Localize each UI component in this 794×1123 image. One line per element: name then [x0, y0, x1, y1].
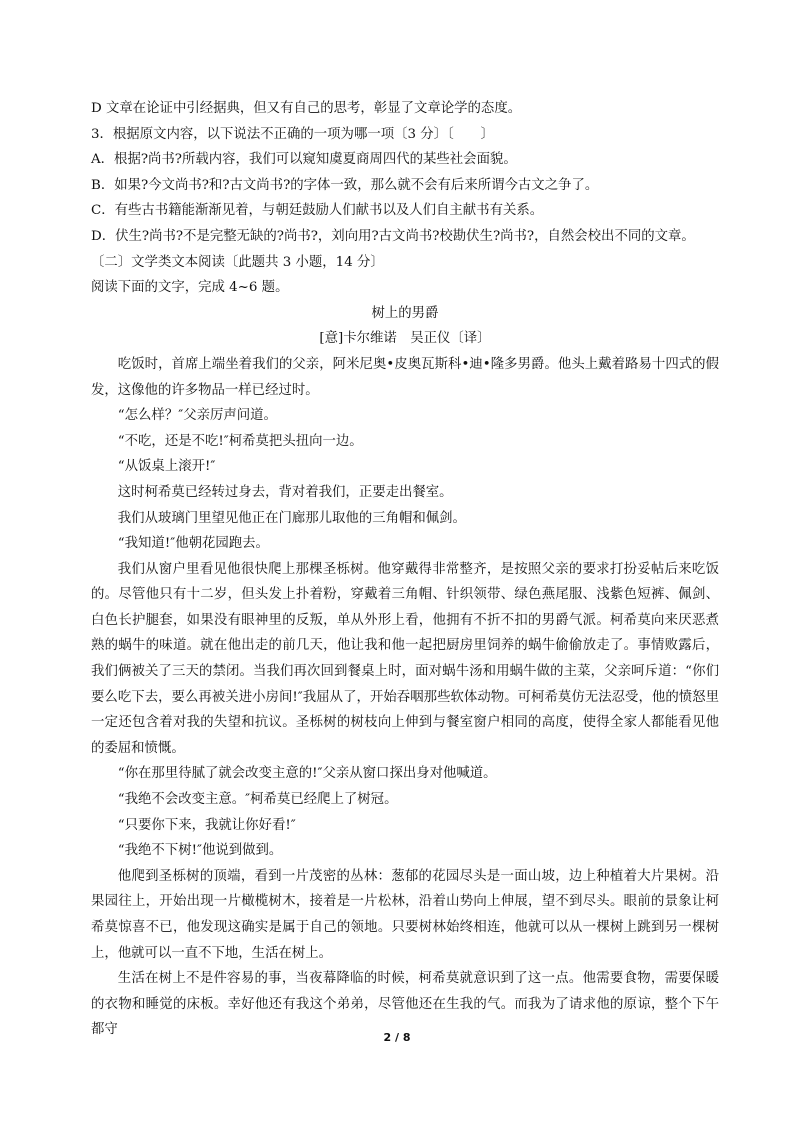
option-3c: C．有些古书籍能渐渐见着，与朝廷鼓励人们献书以及人们自主献书有关系。 — [91, 203, 544, 219]
story-paragraph: “我绝不会改变主意。″柯希莫已经爬上了树冠。 — [117, 792, 398, 808]
story-author: [意]卡尔维诺 吴正仪〔译〕 — [319, 331, 491, 347]
story-paragraph: 我们从玻璃门里望见他正在门廊那儿取他的三角帽和佩剑。 — [117, 510, 466, 526]
option-3a: A．根据?尚书?所载内容，我们可以窥知虞夏商周四代的某些社会面貌。 — [91, 152, 517, 168]
question-3: 3．根据原文内容，以下说法不正确的一项为哪一项〔3 分〕〔 〕 — [91, 126, 494, 142]
page-number: 2 / 8 — [383, 1031, 411, 1044]
story-paragraph: “从饭桌上滚开!″ — [117, 459, 216, 475]
story-paragraph: “我知道!″他朝花园跑去。 — [117, 536, 269, 552]
option-2d: D 文章在论证中引经据典，但又有自己的思考，彰显了文章论学的态度。 — [91, 101, 522, 116]
option-3d: D．伏生?尚书?不是完整无缺的?尚书?，刘向用?古文尚书?校勘伏生?尚书?，自然会校出不同的文章。 — [91, 228, 695, 244]
story-paragraph: “你在那里待腻了就会改变主意的!″父亲从窗口探出身对他喊道。 — [117, 766, 497, 782]
story-paragraph: “怎么样？″父亲厉声问道。 — [117, 408, 277, 424]
story-paragraph: 这时柯希莫已经转过身去，背对着我们，正要走出餐室。 — [117, 484, 453, 500]
option-3b: B．如果?今文尚书?和?古文尚书?的字体一致，那么就不会有后来所谓今古文之争了。 — [91, 177, 599, 193]
story-paragraph: 我们从窗户里看见他很快爬上那棵圣栎树。他穿戴得非常整齐，是按照父亲的要求打扮妥帖后来吃饭的。尽管他只有十二岁，但头发上扑着粉，穿戴着三角帽、针织领带、绿色燕尾服、浅紫色短裤、佩剑、白色长护腿套，如果没有眼神里的反叛，单从外形上看，他拥有不折不扣的男爵气派。柯希莫向来厌恶煮熟的蜗牛的味道。就在他出走的前几天，他让我和他一起把厨房里饲养的蜗牛偷偷放走了。事情败露后，我们俩被关了三天的禁闭。当我们再次回到餐桌上时，面对蜗牛汤和用蜗牛做的主菜，父亲呵斥道：“你们要么吃下去，要么再被关进小房间!″我屈从了，开始吞咽那些软体动物。可柯希莫仿无法忍受，他的愤怒里一定还包含着对我的失望和抗议。圣栎树的树枝向上伸到与餐室窗户相同的高度，使得全家人都能看见他的委屈和愤慨。 — [91, 561, 719, 756]
story-paragraph: “不吃，还是不吃!″柯希莫把头扭向一边。 — [117, 433, 363, 449]
story-paragraph: “只要你下来，我就让你好看!″ — [117, 817, 296, 833]
page-content — [91, 96, 719, 1043]
story-paragraph: 吃饭时，首席上端坐着我们的父亲，阿米尼奥•皮奥瓦斯科•迪•隆多男爵。他头上戴着路易十四式的假发，这像他的许多物品一样已经过时。 — [91, 356, 719, 398]
story-title: 树上的男爵 — [371, 305, 439, 321]
section-heading: 〔二〕文学类文本阅读〔此题共 3 小题，14 分〕 — [91, 254, 384, 270]
story-paragraph: 他爬到圣栎树的顶端，看到一片茂密的丛林：葱郁的花园尽头是一面山坡，边上种植着大片果树。沿果园往上，开始出现一片橄榄树木，接着是一片松林，沿着山势向上伸展，望不到尽头。眼前的景象让柯希莫惊喜不已，他发现这确实是属于自己的领地。只要树林始终相连，他就可以从一棵树上跳到另一棵树上，他就可以一直不下地，生活在树上。 — [91, 868, 719, 961]
story-paragraph: “我绝不下树!″他说到做到。 — [117, 843, 283, 859]
story-paragraph: 生活在树上不是件容易的事，当夜幕降临的时候，柯希莫就意识到了这一点。他需要食物，需要保暖的衣物和睡觉的床板。幸好他还有我这个弟弟，尽管他还在生我的气。而我为了请求他的原谅，整个下午都守 — [91, 971, 719, 1038]
reading-instruction: 阅读下面的文字，完成 4~6 题。 — [91, 280, 289, 296]
